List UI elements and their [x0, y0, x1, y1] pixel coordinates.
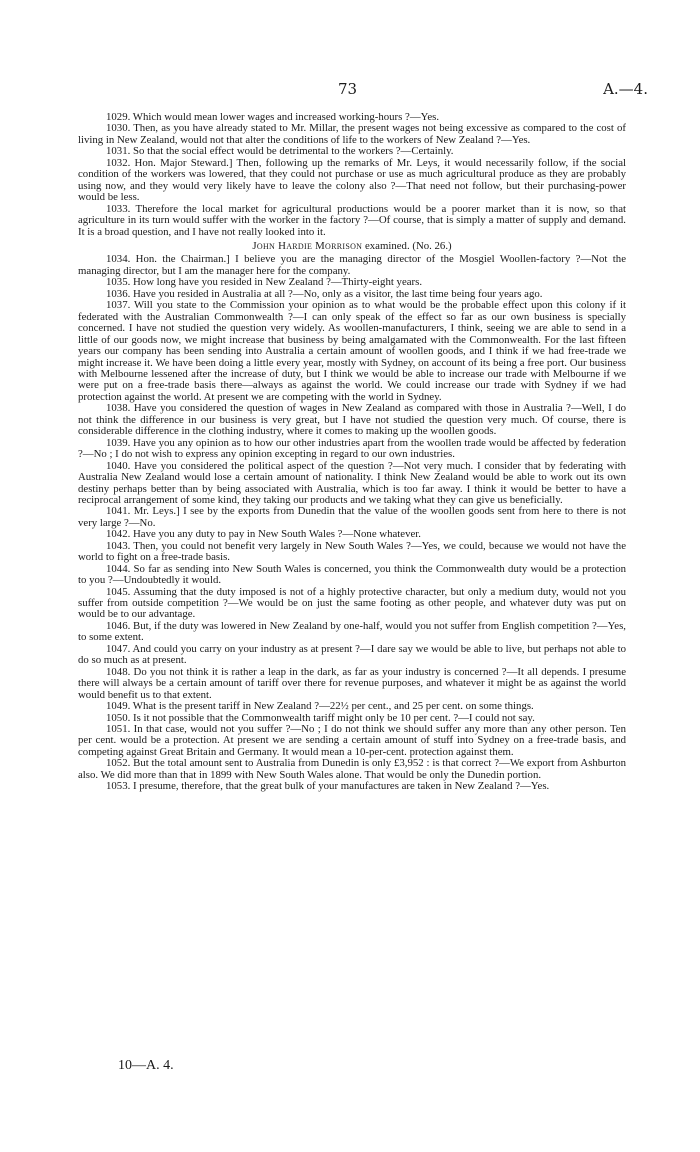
paragraph-text: 1037. Will you state to the Commission your opinion as to what would be the probable effect upon this colony if it federated with the Australian Commonwealth ?—I can only speak of the effect so far as our own business is specially concerned. I have not studied the question very widely. As woollen-manufacturers, I think, seeing we are able to send in a little of our goods now, we might increase that business by being amalgamated with the Commonwealth. For the last fifteen years our company has been sending into Australia a certain amount of woollen goods, and I think if we had free-trade we might increase it. We have been doing a little every year, mostly with Sydney, on account of its being a free port. Our business with Melbourne lessened after the increase of duty, but I think we would be able to increase our trade with Melbourne if we were put on a free-trade basis there—always as against the world. We could increase our trade with Sydney if we had protection against the world. At present we are competing with the world in Sydney. [78, 299, 626, 403]
paragraph [78, 541, 626, 564]
paragraph-text: 1038. Have you considered the question of wages in New Zealand as compared with those in Australia ?—Well, I do not think the difference in our business is very great, but I have not studied the question very much. Of course, there is considerable difference in the clothing industry, where it comes to making up the woollen goods. [78, 402, 626, 438]
paragraph [78, 667, 626, 701]
paragraph-text: 1051. In that case, would not you suffer ?—No ; I do not think we should suffer any more than any other person. Ten per cent. would be a protection. At present we are sending a certain amount of stuff into Sydney on a free-trade basis, and competing against Great Britain and Germany. It would mean a 10-per-cent. protection against them. [78, 723, 626, 758]
witness-name: John Hardie Morrison [252, 239, 363, 252]
paragraph [78, 158, 626, 204]
paragraph-text: 1046. But, if the duty was lowered in New Zealand by one-half, would you not suffer from English competition ?—Yes, to some extent. [78, 619, 626, 644]
paragraph-text: I believe you are the managing director of the Mosgiel Woollen-factory ?—Not the managing director, but I am the manager here for the company. [78, 253, 626, 277]
paragraph [78, 461, 626, 507]
page-header [0, 80, 700, 100]
paragraph-text: 1053. I presume, therefore, that the great bulk of your manufactures are taken in New Zealand ?—Yes. [106, 780, 550, 793]
paragraph [78, 204, 626, 238]
paragraph-text: 1035. How long have you resided in New Zealand ?—Thirty-eight years. [106, 276, 423, 289]
paragraph [78, 621, 626, 644]
speaker-lead: 1041. Mr. Leys.] [106, 505, 180, 518]
paragraph-text: 1030. Then, as you have already stated to Mr. Millar, the present wages not being excessive as compared to the cost of living in New Zealand, would not that alter the conditions of life to the workers of New Zealand ?—Yes. [78, 122, 626, 146]
paragraphs-before-witness [78, 112, 626, 238]
paragraph [78, 438, 626, 461]
paragraph-text: 1048. Do you not think it is rather a leap in the dark, as far as your industry is concerned ?—It all depends. I presume there will always be a certain amount of tariff over there for revenue purposes, and whatever it might be as against the world would benefit us to that extent. [78, 665, 626, 701]
paragraph-text: 1029. Which would mean lower wages and increased working-hours ?—Yes. [106, 111, 440, 123]
witness-suffix: examined. [364, 239, 410, 252]
paragraph [78, 506, 626, 529]
paragraph-text: 1044. So far as sending into New South Wales is concerned, you think the Commonwealth duty would be a protection to you ?—Undoubtedly it would. [78, 562, 626, 587]
paragraph-text: Then, following up the remarks of Mr. Leys, it would necessarily follow, if the social condition of the workers was lowered, that they could not purchase or use as much agricultural produce as they are probably using now, and they would very likely have to leave the colony also ?—That need not follow, but their purchasing-power would be less. [78, 156, 626, 204]
paragraph [78, 724, 626, 758]
paragraph-text: 1040. Have you considered the political aspect of the question ?—Not very much. I consider that by federating with Australia New Zealand would lose a certain amount of nationality. I think New Zealand would be able to work out its own destiny perhaps better than by being associated with Australia, which is too far away. I think it would be better to have a reciprocal arrangement of some kind, they taking our products and we taking what they can give us beneficially. [78, 459, 626, 506]
paragraph-text: 1043. Then, you could not benefit very largely in New South Wales ?—Yes, we could, because we would not have the world to fight on a free-trade basis. [78, 539, 626, 564]
paragraph [78, 403, 626, 437]
witness-number: (No. 26.) [412, 239, 452, 252]
paragraph-text: I see by the exports from Dunedin that the value of the woollen goods sent from here to there is not very large ?—No. [78, 505, 626, 529]
document-body [78, 112, 626, 793]
speaker-lead: 1034. Hon. the Chairman.] [106, 253, 230, 266]
paragraph [78, 564, 626, 587]
paragraph [78, 587, 626, 621]
paragraph [78, 781, 626, 792]
paragraph-text: 1052. But the total amount sent to Australia from Dunedin is only £3,952 : is that correct ?—We export from Ashburton also. We did more than that in 1899 with New South Wales alone. That would be only the Dunedin portion. [78, 757, 626, 781]
speaker-lead: 1032. Hon. Major Steward.] [106, 156, 233, 169]
paragraph-text: 1042. Have you any duty to pay in New South Wales ?—None whatever. [106, 528, 421, 541]
paragraphs-after-witness [78, 254, 626, 792]
document-reference: A.—4. [603, 80, 648, 98]
paragraph-text: 1033. Therefore the local market for agricultural productions would be a poorer market than it is now, so that agriculture in its turn would suffer with the worker in the factory ?—Of course, that is simply a matter of supply and demand. It is a broad question, and I have not really looked into it. [78, 202, 626, 238]
paragraph [78, 123, 626, 146]
paragraph-text: 1050. Is it not possible that the Commonwealth tariff might only be 10 per cent. ?—I could not say. [106, 711, 535, 724]
paragraph [78, 254, 626, 277]
paragraph-text: 1045. Assuming that the duty imposed is not of a highly protective character, but only a medium duty, would not you suffer from outside competition ?—We would be on just the same footing as other people, and whatever duty was put on would be to our advantage. [78, 585, 626, 621]
witness-heading [78, 241, 626, 252]
page-number: 73 [338, 80, 358, 98]
paragraph-text: 1047. And could you carry on your industry as at present ?—I dare say we would be able to live, but perhaps not able to do so much as at present. [78, 642, 626, 667]
paragraph-text: 1039. Have you any opinion as to how our other industries apart from the woollen trade would be affected by federation ?—No ; I do not wish to express any opinion excepting in regard to our own industries. [78, 436, 626, 461]
paragraph-text: 1031. So that the social effect would be detrimental to the workers ?—Certainly. [106, 145, 454, 158]
paragraph [78, 300, 626, 403]
paragraph [78, 758, 626, 781]
paragraph [78, 644, 626, 667]
paragraph-text: 1049. What is the present tariff in New Zealand ?—22½ per cent., and 25 per cent. on some things. [106, 700, 534, 713]
signature-mark: 10—A. 4. [118, 1058, 174, 1073]
paragraph-text: 1036. Have you resided in Australia at all ?—No, only as a visitor, the last time being four years ago. [106, 287, 543, 300]
